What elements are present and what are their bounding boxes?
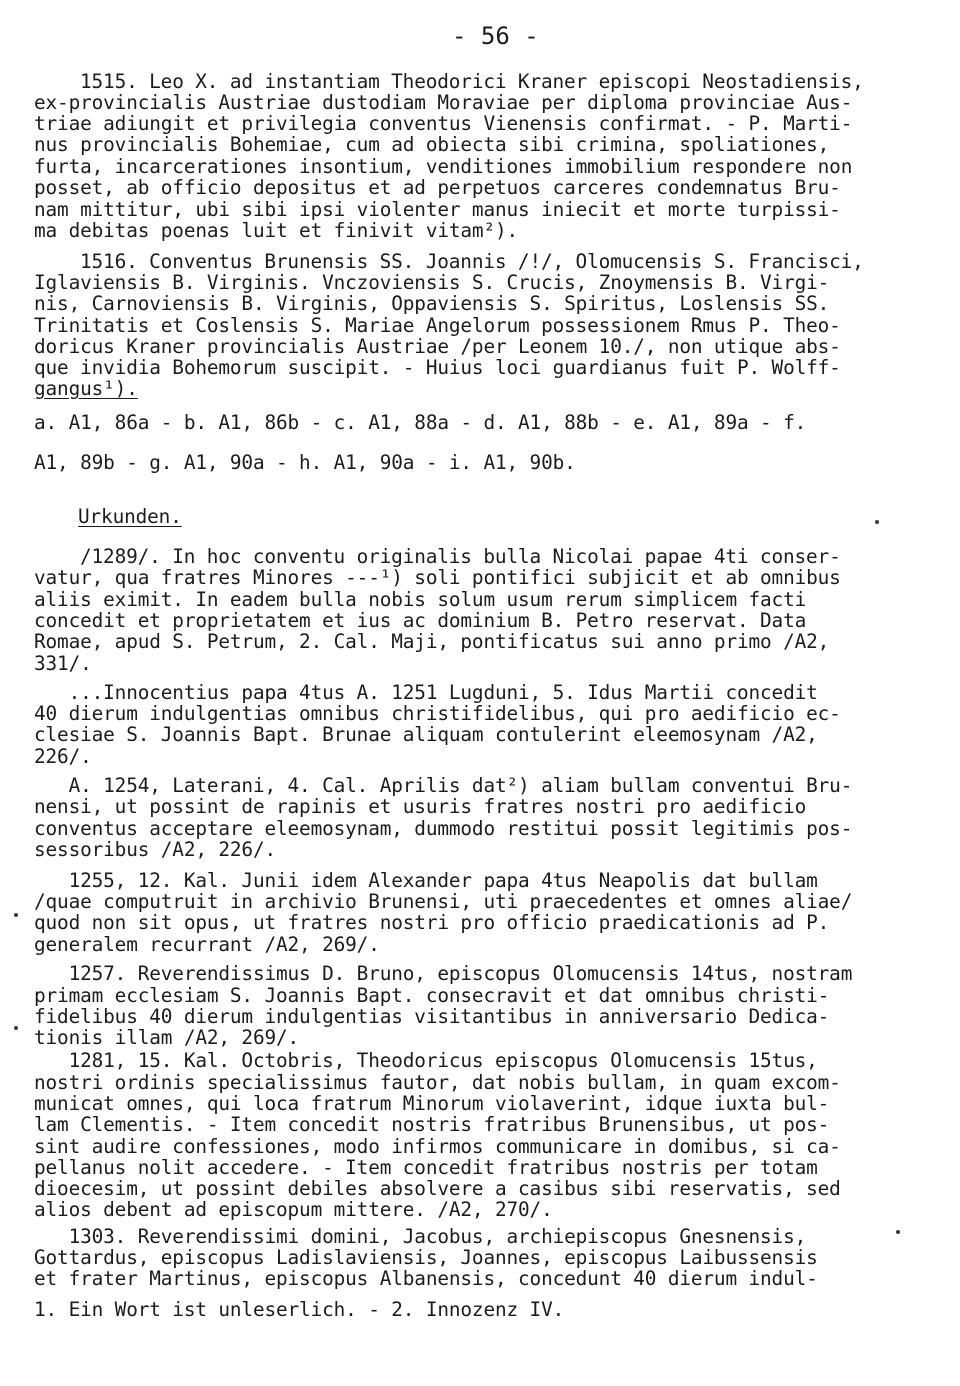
text-line: pellanus nolit accedere. - Item concedit fratribus nostris per totam — [34, 1156, 818, 1179]
text-line: nostri ordinis specialissimus fautor, dat nobis bullam, in quam excom- — [34, 1071, 841, 1094]
text-line: quod non sit opus, ut fratres nostri pro officio praedicationis ad P. — [34, 911, 830, 934]
text-line: et frater Martinus, episcopus Albanensis, concedunt 40 dierum indul- — [34, 1267, 818, 1290]
text-line: concedit et proprietatem et ius ac dominium B. Petro reservat. Data — [34, 609, 807, 632]
text-line: vatur, qua fratres Minores ---¹) soli pontifici subjicit et ab omnibus — [34, 566, 841, 589]
text-line: fidelibus 40 dierum indulgentias visitantibus in anniversario Dedica- — [34, 1005, 830, 1028]
text-line: Iglaviensis B. Virginis. Vnczoviensis S. Crucis, Znoymensis B. Virgi- — [34, 271, 830, 294]
text-line: posset, ab officio depositus et ad perpetuos carceres condemnatus Bru- — [34, 176, 841, 199]
text-line: 1303. Reverendissimi domini, Jacobus, archiepiscopus Gnesnensis, — [34, 1225, 807, 1248]
text-line: 1516. Conventus Brunensis SS. Joannis /!/, Olomucensis S. Francisci, — [80, 250, 864, 273]
text-line: triae adiungit et privilegia conventus Vienensis confirmat. - P. Marti- — [34, 112, 853, 135]
text-line: dioecesim, ut possint debiles absolvere a casibus sibi reservatis, sed — [34, 1177, 841, 1200]
text-line: A. 1254, Laterani, 4. Cal. Aprilis dat²) aliam bullam conventui Bru- — [34, 774, 853, 797]
footnote-line: a. A1, 86a - b. A1, 86b - c. A1, 88a - d. A1, 88b - e. A1, 89a - f. — [34, 411, 807, 434]
footnote-line: A1, 89b - g. A1, 90a - h. A1, 90a - i. A1, 90b. — [34, 451, 576, 474]
text-line: que invidia Bohemorum suscipit. - Huius loci guardianus fuit P. Wolff- — [34, 356, 841, 379]
text-line: 1515. Leo X. ad instantiam Theodorici Kraner episcopi Neostadiensis, — [80, 70, 864, 93]
page-number: - 56 - — [452, 22, 539, 50]
text-line: 226/. — [34, 745, 92, 768]
text-line: nam mittitur, ubi sibi ipsi violenter manus iniecit et morte turpissi- — [34, 198, 841, 221]
text-line: lam Clementis. - Item concedit nostris fratribus Brunensibus, ut pos- — [34, 1113, 830, 1136]
text-line: 40 dierum indulgentias omnibus christifidelibus, qui pro aedificio ec- — [34, 702, 841, 725]
footnote-line: 1. Ein Wort ist unleserlich. - 2. Innozenz IV. — [34, 1298, 565, 1321]
text-line: primam ecclesiam S. Joannis Bapt. consecravit et dat omnibus christi- — [34, 984, 830, 1007]
text-line: Romae, apud S. Petrum, 2. Cal. Maji, pontificatus sui anno primo /A2, — [34, 630, 830, 653]
text-line: tionis illam /A2, 269/. — [34, 1026, 300, 1049]
text-line: clesiae S. Joannis Bapt. Brunae aliquam contulerint eleemosynam /A2, — [34, 723, 818, 746]
text-line: conventus acceptare eleemosynam, dummodo restitui possit legitimis pos- — [34, 817, 853, 840]
text-line: ...Innocentius papa 4tus A. 1251 Lugduni, 5. Idus Martii concedit — [34, 681, 818, 704]
text-line: gangus¹). — [34, 377, 138, 400]
section-heading: Urkunden. — [78, 505, 182, 528]
text-line: 1257. Reverendissimus D. Bruno, episcopus Olomucensis 14tus, nostram — [34, 962, 853, 985]
text-line: ex-provincialis Austriae dustodiam Moraviae per diploma provinciae Aus- — [34, 91, 853, 114]
ink-speck — [875, 520, 879, 524]
text-line: 1281, 15. Kal. Octobris, Theodoricus episcopus Olomucensis 15tus, — [34, 1049, 818, 1072]
text-line: furta, incarcerationes insontium, venditiones immobilium respondere non — [34, 155, 853, 178]
text-line: doricus Kraner provincialis Austriae /per Leonem 10./, non utique abs- — [34, 335, 841, 358]
text-line: nus provincialis Bohemiae, cum ad obiecta sibi crimina, spoliationes, — [34, 133, 830, 156]
text-line: sessoribus /A2, 226/. — [34, 838, 277, 861]
text-line: municat omnes, qui loca fratrum Minorum violaverint, idque iuxta bul- — [34, 1092, 830, 1115]
text-line: Gottardus, episcopus Ladislaviensis, Joannes, episcopus Laibussensis — [34, 1246, 818, 1269]
text-line: /quae computruit in archivio Brunensi, uti praecedentes et omnes aliae/ — [34, 890, 853, 913]
ink-speck — [896, 1230, 900, 1234]
text-line: nis, Carnoviensis B. Virginis, Oppaviensis S. Spiritus, Loslensis SS. — [34, 292, 830, 315]
text-line: /1289/. In hoc conventu originalis bulla Nicolai papae 4ti conser- — [80, 545, 841, 568]
text-line: aliis eximit. In eadem bulla nobis solum usum rerum simplicem facti — [34, 588, 807, 611]
text-line: alios debent ad episcopum mittere. /A2, 270/. — [34, 1198, 553, 1221]
ink-speck — [14, 913, 18, 917]
text-line: generalem recurrant /A2, 269/. — [34, 933, 380, 956]
ink-speck — [14, 1026, 18, 1030]
text-line: nensi, ut possint de rapinis et usuris fratres nostri pro aedificio — [34, 795, 807, 818]
text-line: Trinitatis et Coslensis S. Mariae Angelorum possessionem Rmus P. Theo- — [34, 314, 841, 337]
text-line: 331/. — [34, 652, 92, 675]
text-line: sint audire confessiones, modo infirmos communicare in domibus, si ca- — [34, 1135, 841, 1158]
text-line: ma debitas poenas luit et finivit vitam²). — [34, 219, 519, 242]
text-line: 1255, 12. Kal. Junii idem Alexander papa 4tus Neapolis dat bullam — [34, 869, 818, 892]
